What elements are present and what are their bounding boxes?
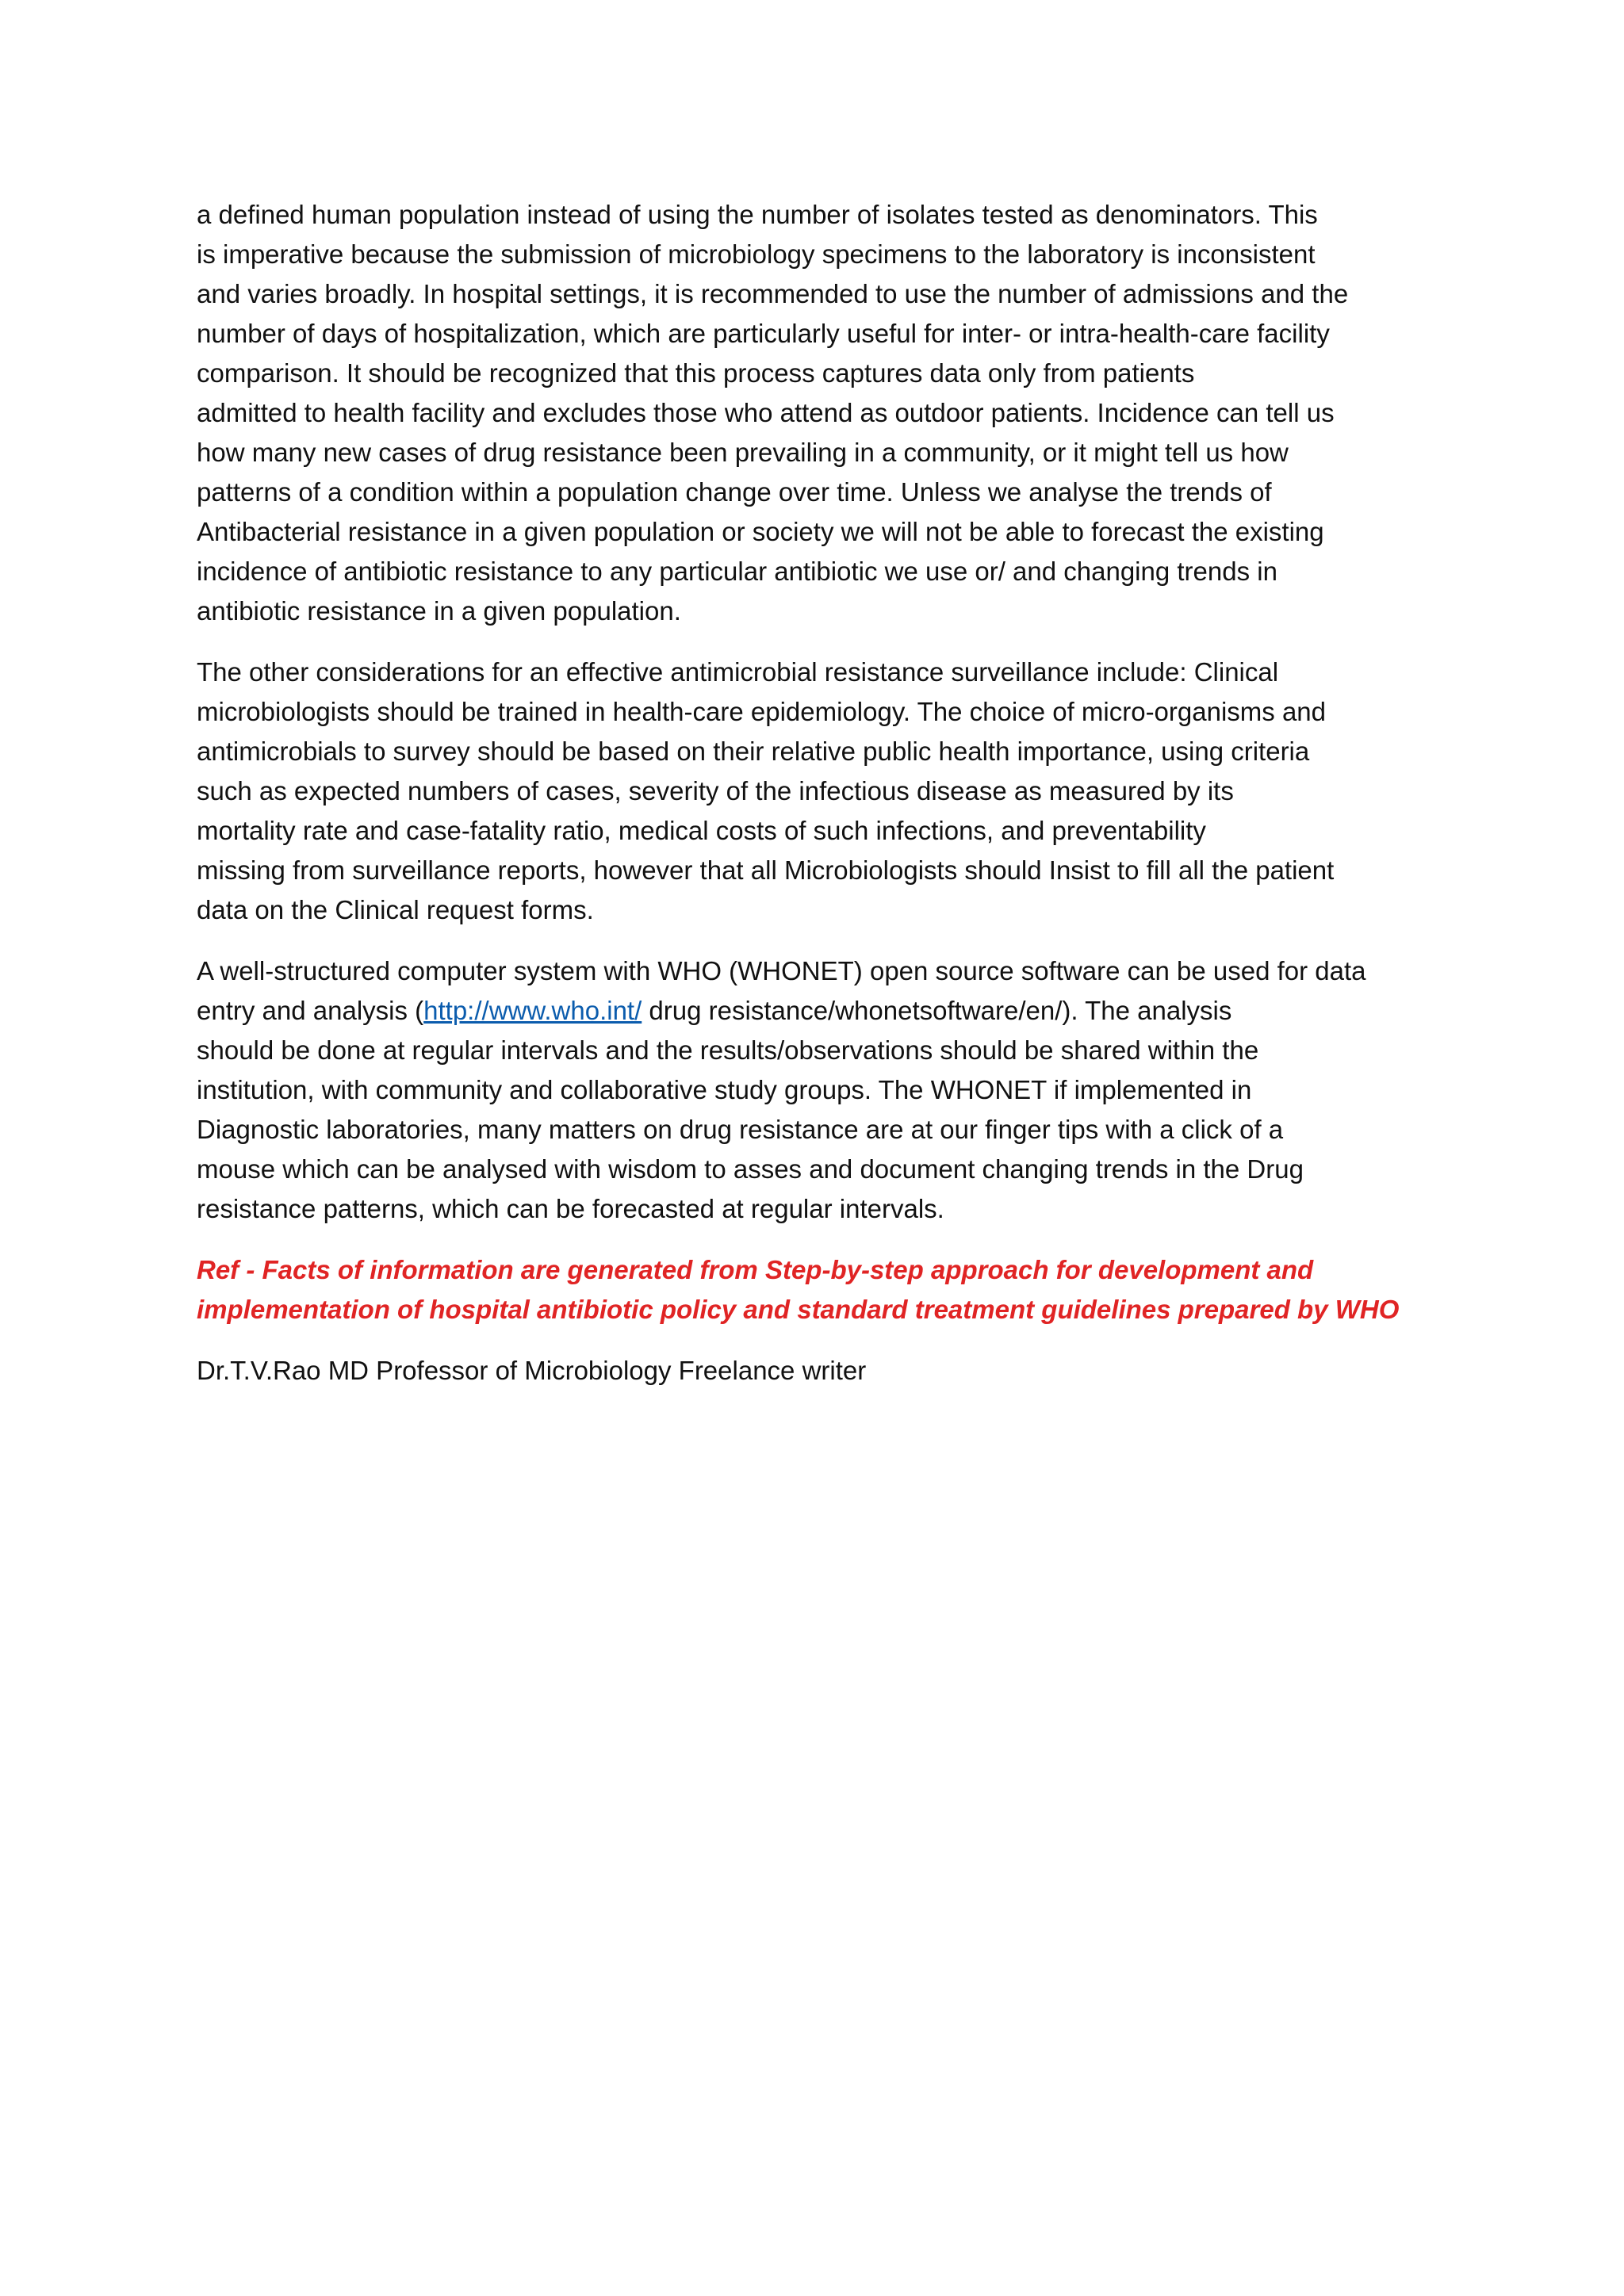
who-whonet-link[interactable]: http://www.who.int/ [423, 996, 642, 1025]
text-line: and varies broadly. In hospital settings, it is recommended to use the number of admissions and the [197, 279, 1349, 308]
paragraph-considerations [197, 652, 1434, 930]
reference-note [197, 1250, 1434, 1330]
reference-line: Ref - Facts of information are generated from Step-by-step approach for development and [197, 1255, 1314, 1284]
text-line: A well-structured computer system with WHO (WHONET) open source software can be used for data [197, 956, 1366, 985]
text-line: how many new cases of drug resistance been prevailing in a community, or it might tell us how [197, 438, 1289, 467]
paragraph-incidence [197, 195, 1434, 631]
text-line: patterns of a condition within a population change over time. Unless we analyse the trends of [197, 477, 1272, 507]
text-line: should be done at regular intervals and the results/observations should be shared within the [197, 1035, 1259, 1065]
text-line: incidence of antibiotic resistance to any particular antibiotic we use or/ and changing trends in [197, 557, 1277, 586]
text-line: microbiologists should be trained in health-care epidemiology. The choice of micro-organisms and [197, 697, 1327, 726]
text-line: admitted to health facility and excludes those who attend as outdoor patients. Incidence can tell us [197, 398, 1335, 427]
text-line: missing from surveillance reports, however that all Microbiologists should Insist to fill all the patient [197, 855, 1335, 885]
text-line: resistance patterns, which can be forecasted at regular intervals. [197, 1194, 944, 1223]
text-line: number of days of hospitalization, which are particularly useful for inter- or intra-health-care facility [197, 319, 1330, 348]
text-line: mortality rate and case-fatality ratio, medical costs of such infections, and preventability [197, 816, 1206, 845]
text-line: is imperative because the submission of microbiology specimens to the laboratory is inconsistent [197, 239, 1316, 269]
author-signature [197, 1351, 1434, 1391]
reference-line: implementation of hospital antibiotic policy and standard treatment guidelines prepared by WHO [197, 1295, 1400, 1324]
text-line: antimicrobials to survey should be based on their relative public health importance, using criteria [197, 737, 1310, 766]
text-line: such as expected numbers of cases, severity of the infectious disease as measured by its [197, 776, 1234, 806]
text-line: antibiotic resistance in a given population. [197, 596, 681, 626]
text-segment: entry and analysis ( [197, 996, 424, 1025]
text-line: comparison. It should be recognized that this process captures data only from patients [197, 358, 1195, 388]
text-line: Diagnostic laboratories, many matters on drug resistance are at our finger tips with a click of a [197, 1115, 1284, 1144]
text-line: mouse which can be analysed with wisdom to asses and document changing trends in the Drug [197, 1154, 1304, 1184]
text-segment: drug resistance/whonetsoftware/en/). The analysis [642, 996, 1232, 1025]
text-line: The other considerations for an effective antimicrobial resistance surveillance include: Clinical [197, 657, 1279, 687]
paragraph-whonet [197, 951, 1434, 1229]
text-line: Antibacterial resistance in a given population or society we will not be able to forecast the existing [197, 517, 1324, 546]
text-line: data on the Clinical request forms. [197, 895, 594, 924]
author-line: Dr.T.V.Rao MD Professor of Microbiology Freelance writer [197, 1356, 867, 1385]
text-line-with-link [197, 991, 1434, 1031]
text-line: a defined human population instead of using the number of isolates tested as denominators. This [197, 200, 1318, 229]
text-line: institution, with community and collaborative study groups. The WHONET if implemented in [197, 1075, 1252, 1104]
document-body [197, 195, 1434, 1412]
